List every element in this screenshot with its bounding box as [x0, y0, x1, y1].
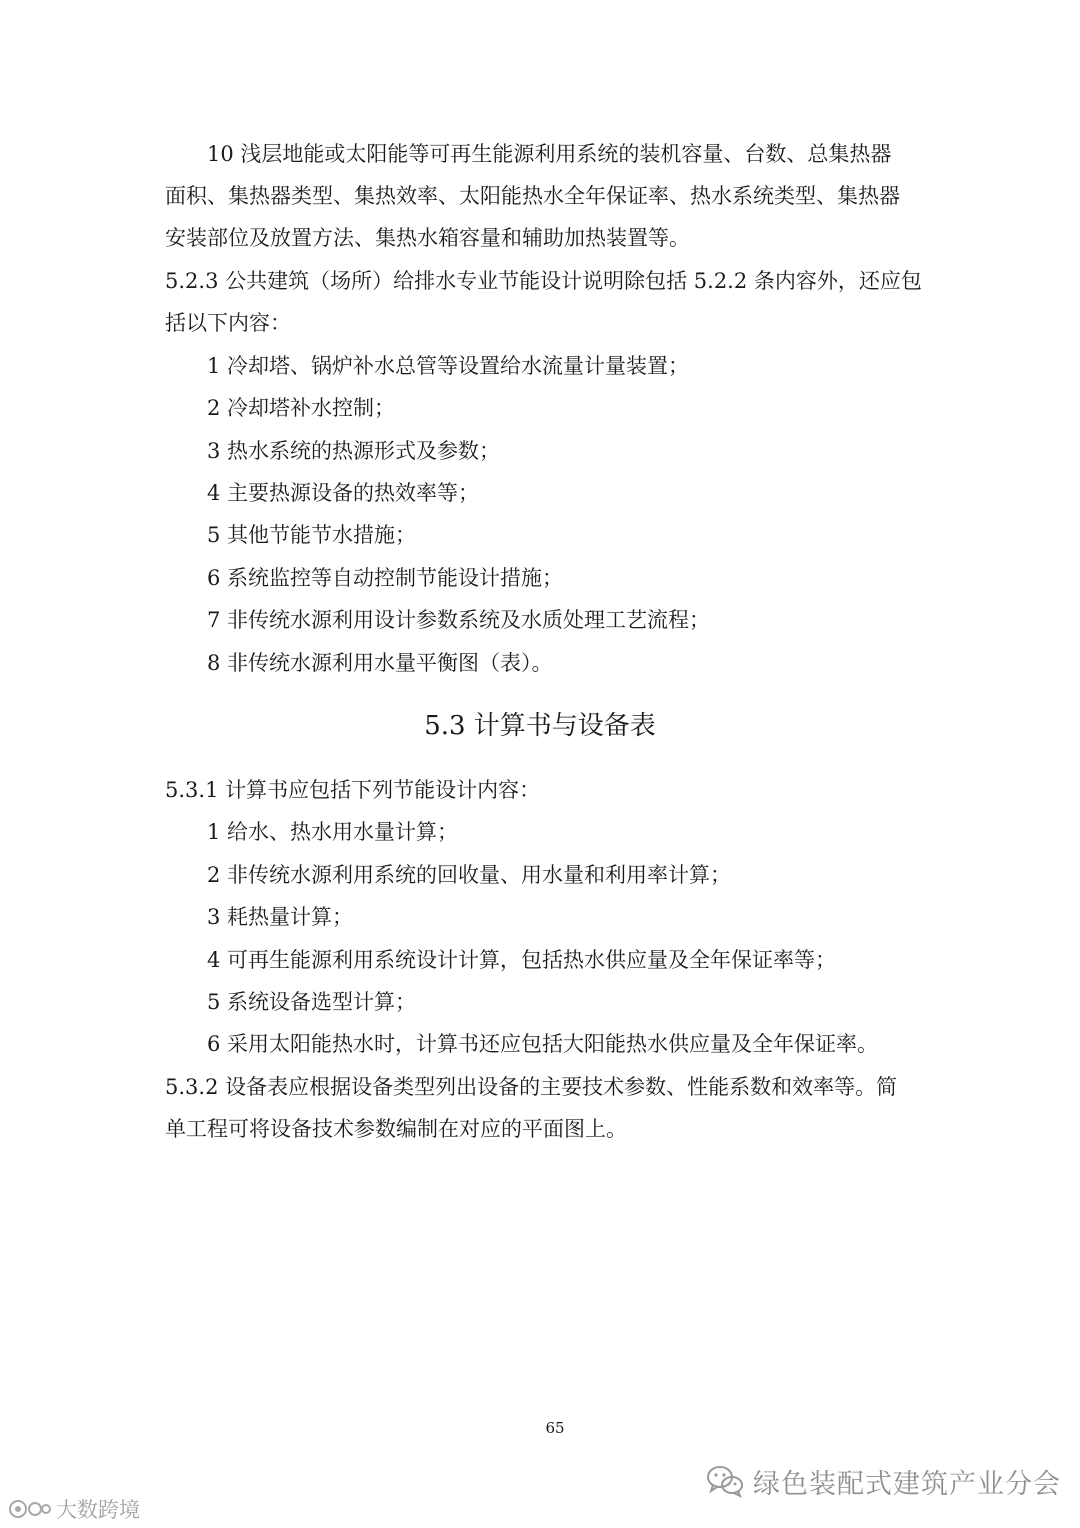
list-item: 2 冷却塔补水控制；	[207, 396, 396, 420]
list-item: 1 冷却塔、锅炉补水总管等设置给水流量计量装置；	[207, 354, 690, 378]
clause-5-3-2-line-1: 5.3.2 设备表应根据设备类型列出设备的主要技术参数、性能系数和效率等。简	[165, 1075, 898, 1099]
list-item: 2 非传统水源利用系统的回收量、用水量和利用率计算；	[207, 863, 732, 887]
list-item: 4 可再生能源利用系统设计计算，包括热水供应量及全年保证率等；	[207, 948, 837, 972]
list-item: 7 非传统水源利用设计参数系统及水质处理工艺流程；	[207, 608, 711, 632]
list-item: 4 主要热源设备的热效率等；	[207, 481, 480, 505]
list-item: 3 热水系统的热源形式及参数；	[207, 439, 501, 463]
item-10-line-2: 面积、集热器类型、集热效率、太阳能热水全年保证率、热水系统类型、集热器	[165, 184, 900, 208]
watermark-text: 绿色装配式建筑产业分会	[753, 1468, 1061, 1500]
list-item: 5 其他节能节水措施；	[207, 523, 417, 547]
item-10-line-1: 10 浅层地能或太阳能等可再生能源利用系统的装机容量、台数、总集热器	[207, 142, 892, 166]
watermark-brand	[8, 1494, 140, 1524]
list-item: 5 系统设备选型计算；	[207, 990, 417, 1014]
list-item: 8 非传统水源利用水量平衡图（表）。	[207, 651, 553, 675]
item-10-line-3: 安装部位及放置方法、集热水箱容量和辅助加热装置等。	[165, 226, 690, 250]
clause-5-3-1: 5.3.1 计算书应包括下列节能设计内容：	[165, 778, 541, 802]
list-item: 6 系统监控等自动控制节能设计措施；	[207, 566, 564, 590]
logo-icon	[8, 1496, 52, 1522]
clause-5-3-2-line-2: 单工程可将设备技术参数编制在对应的平面图上。	[165, 1117, 627, 1141]
clause-5-2-3-line-2: 括以下内容：	[165, 311, 291, 335]
page-number: 65	[545, 1419, 565, 1437]
list-item: 1 给水、热水用水量计算；	[207, 820, 459, 844]
list-item: 6 采用太阳能热水时，计算书还应包括大阳能热水供应量及全年保证率。	[207, 1032, 879, 1056]
watermark-wechat	[705, 1461, 1061, 1501]
clause-5-2-3-line-1: 5.2.3 公共建筑（场所）给排水专业节能设计说明除包括 5.2.2 条内容外，还应包	[165, 269, 922, 293]
wechat-icon	[705, 1464, 745, 1498]
section-heading: 5.3 计算书与设备表	[424, 711, 656, 741]
watermark-brand-text: 大数跨境	[56, 1498, 140, 1522]
list-item: 3 耗热量计算；	[207, 905, 354, 929]
